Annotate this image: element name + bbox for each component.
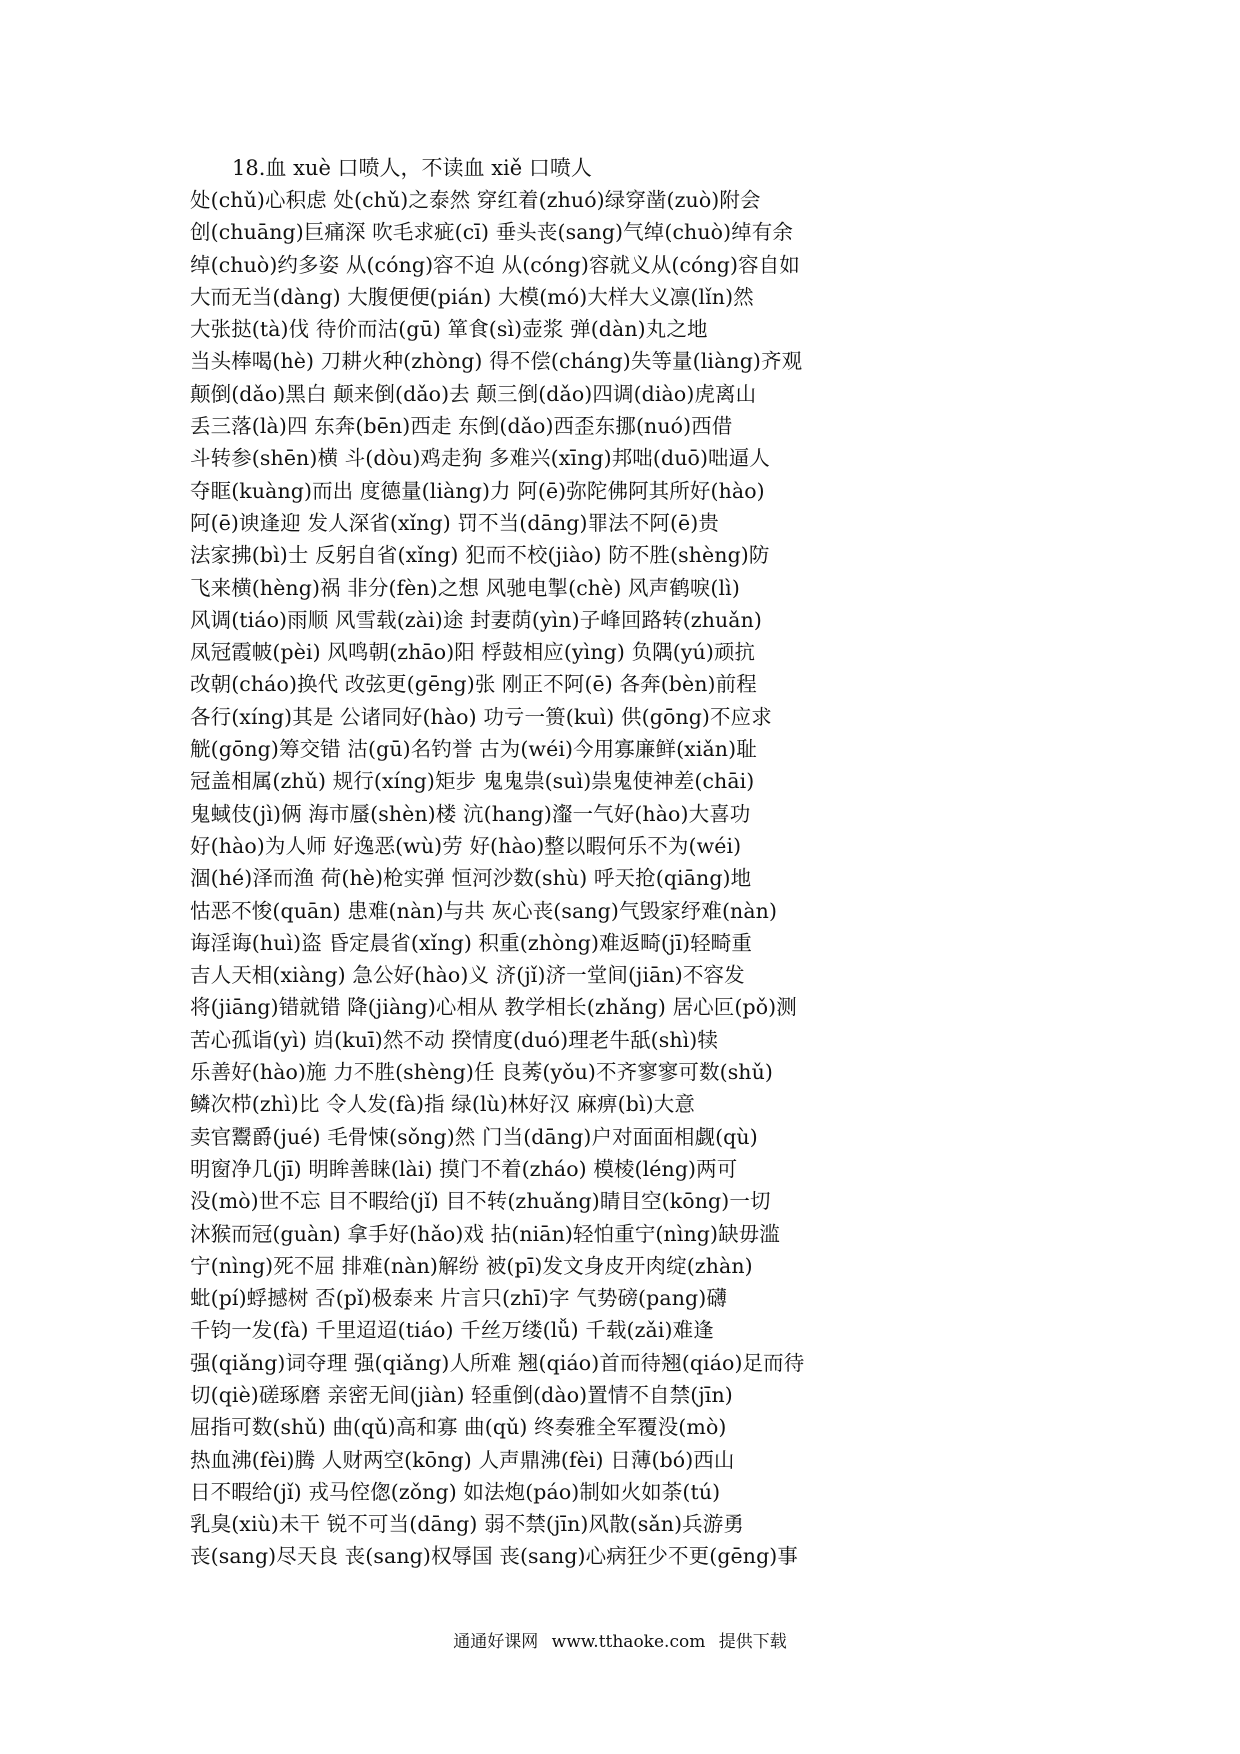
idiom-line: 颠倒(dǎo)黑白 颠来倒(dǎo)去 颠三倒(dǎo)四调(diào)虎离山 bbox=[190, 381, 757, 406]
idiom-line: 吉人天相(xiàng) 急公好(hào)义 济(jǐ)济一堂间(jiān)不容发 bbox=[190, 963, 745, 988]
idiom-line: 日不暇给(jǐ) 戎马倥偬(zǒng) 如法炮(páo)制如火如荼(tú) bbox=[190, 1479, 721, 1504]
idiom-line: 卖官鬻爵(jué) 毛骨悚(sǒng)然 门当(dāng)户对面面相觑(qù) bbox=[190, 1124, 758, 1149]
idiom-line: 法家拂(bì)士 反躬自省(xǐng) 犯而不校(jiào) 防不胜(shèng)防 bbox=[190, 543, 770, 568]
idiom-line: 屈指可数(shǔ) 曲(qǔ)高和寡 曲(qǔ) 终奏雅全军覆没(mò) bbox=[190, 1415, 727, 1440]
idiom-line: 创(chuāng)巨痛深 吹毛求疵(cī) 垂头丧(sang)气绰(chuò)绰有余 bbox=[190, 220, 793, 245]
idiom-line: 涸(hé)泽而渔 荷(hè)枪实弹 恒河沙数(shù) 呼天抢(qiāng)地 bbox=[190, 866, 752, 891]
idiom-line: 大张挞(tà)伐 待价而沽(gū) 箪食(sì)壶浆 弹(dàn)丸之地 bbox=[190, 317, 708, 342]
idiom-list bbox=[190, 184, 810, 1573]
footer-url: www.tthaoke.com bbox=[551, 1632, 706, 1652]
idiom-line: 苦心孤诣(yì) 岿(kuī)然不动 揆情度(duó)理老牛舐(shì)犊 bbox=[190, 1027, 718, 1052]
idiom-line: 丧(sang)尽天良 丧(sang)权辱国 丧(sang)心病狂少不更(gēng)事 bbox=[190, 1544, 798, 1569]
idiom-line: 丢三落(là)四 东奔(bēn)西走 东倒(dǎo)西歪东挪(nuó)西借 bbox=[190, 414, 733, 439]
idiom-line: 风调(tiáo)雨顺 风雪载(zài)途 封妻荫(yìn)子峰回路转(zhuǎn) bbox=[190, 607, 763, 632]
idiom-line: 夺眶(kuàng)而出 度德量(liàng)力 阿(ē)弥陀佛阿其所好(hào) bbox=[190, 478, 765, 503]
idiom-line: 沐猴而冠(guàn) 拿手好(hǎo)戏 拈(niān)轻怕重宁(nìng)缺毋滥 bbox=[190, 1221, 780, 1246]
idiom-line: 大而无当(dàng) 大腹便便(pián) 大模(mó)大样大义凛(lǐn)然 bbox=[190, 284, 754, 309]
idiom-line: 绰(chuò)约多姿 从(cóng)容不迫 从(cóng)容就义从(cóng)容自如 bbox=[190, 252, 800, 277]
idiom-line: 将(jiāng)错就错 降(jiàng)心相从 教学相长(zhǎng) 居心叵(pǒ)测 bbox=[190, 995, 797, 1020]
idiom-line: 阿(ē)谀逢迎 发人深省(xǐng) 罚不当(dāng)罪法不阿(ē)贵 bbox=[190, 510, 719, 535]
idiom-line: 鳞次栉(zhì)比 令人发(fà)指 绿(lù)林好汉 麻痹(bì)大意 bbox=[190, 1092, 695, 1117]
idiom-line: 当头棒喝(hè) 刀耕火种(zhòng) 得不偿(cháng)失等量(liàng)齐观 bbox=[190, 349, 803, 374]
idiom-line: 凤冠霞帔(pèi) 风鸣朝(zhāo)阳 桴鼓相应(yìng) 负隅(yú)顽抗 bbox=[190, 640, 756, 665]
idiom-line: 飞来横(hèng)祸 非分(fèn)之想 风驰电掣(chè) 风声鹤唳(lì) bbox=[190, 575, 740, 600]
idiom-line: 乳臭(xiù)未干 锐不可当(dāng) 弱不禁(jīn)风散(sǎn)兵游勇 bbox=[190, 1512, 744, 1537]
idiom-line: 宁(nìng)死不屈 排难(nàn)解纷 被(pī)发文身皮开肉绽(zhàn) bbox=[190, 1253, 753, 1278]
idiom-line: 处(chǔ)心积虑 处(chǔ)之泰然 穿红着(zhuó)绿穿凿(zuò)附会 bbox=[190, 188, 761, 212]
idiom-line: 热血沸(fèi)腾 人财两空(kōng) 人声鼎沸(fèi) 日薄(bó)西山 bbox=[190, 1447, 735, 1472]
idiom-line: 切(qiè)磋琢磨 亲密无间(jiàn) 轻重倒(dào)置情不自禁(jīn) bbox=[190, 1382, 733, 1407]
idiom-line: 乐善好(hào)施 力不胜(shèng)任 良莠(yǒu)不齐寥寥可数(shǔ) bbox=[190, 1060, 774, 1085]
idiom-line: 千钧一发(fà) 千里迢迢(tiáo) 千丝万缕(lǚ) 千载(zǎi)难逢 bbox=[190, 1318, 714, 1343]
section-heading: 18.血 xuè 口喷人，不读血 xiě 口喷人 bbox=[232, 156, 592, 180]
idiom-line: 各行(xíng)其是 公诸同好(hào) 功亏一篑(kuì) 供(gōng)不应求 bbox=[190, 704, 772, 729]
page-footer bbox=[0, 1630, 1240, 1654]
idiom-line: 蚍(pí)蜉撼树 否(pǐ)极泰来 片言只(zhī)字 气势磅(pang)礴 bbox=[190, 1286, 727, 1311]
idiom-line: 好(hào)为人师 好逸恶(wù)劳 好(hào)整以暇何乐不为(wéi) bbox=[190, 833, 742, 858]
footer-site-name: 通通好课网 bbox=[453, 1632, 539, 1652]
idiom-line: 强(qiǎng)词夺理 强(qiǎng)人所难 翘(qiáo)首而待翘(qiáo)足而待 bbox=[190, 1350, 805, 1375]
idiom-line: 明窗净几(jī) 明眸善睐(lài) 摸门不着(zháo) 模棱(léng)两可 bbox=[190, 1156, 738, 1181]
idiom-line: 怙恶不悛(quān) 患难(nàn)与共 灰心丧(sang)气毁家纾难(nàn) bbox=[190, 898, 778, 923]
idiom-line: 觥(gōng)筹交错 沽(gū)名钓誉 古为(wéi)今用寡廉鲜(xiǎn)耻 bbox=[190, 737, 757, 762]
footer-suffix: 提供下载 bbox=[718, 1632, 787, 1652]
idiom-line: 没(mò)世不忘 目不暇给(jǐ) 目不转(zhuǎng)睛目空(kōng)一切 bbox=[190, 1189, 771, 1214]
idiom-line: 鬼蜮伎(jì)俩 海市蜃(shèn)楼 沆(hang)瀣一气好(hào)大喜功 bbox=[190, 801, 751, 826]
idiom-line: 斗转参(shēn)横 斗(dòu)鸡走狗 多难兴(xīng)邦咄(duō)咄逼人 bbox=[190, 446, 770, 471]
idiom-line: 诲淫诲(huì)盗 昏定晨省(xǐng) 积重(zhòng)难返畸(jī)轻畸重 bbox=[190, 930, 753, 955]
idiom-line: 冠盖相属(zhǔ) 规行(xíng)矩步 鬼鬼祟(suì)祟鬼使神差(chāi) bbox=[190, 769, 755, 794]
idiom-line: 改朝(cháo)换代 改弦更(gēng)张 刚正不阿(ē) 各奔(bèn)前程 bbox=[190, 672, 757, 697]
